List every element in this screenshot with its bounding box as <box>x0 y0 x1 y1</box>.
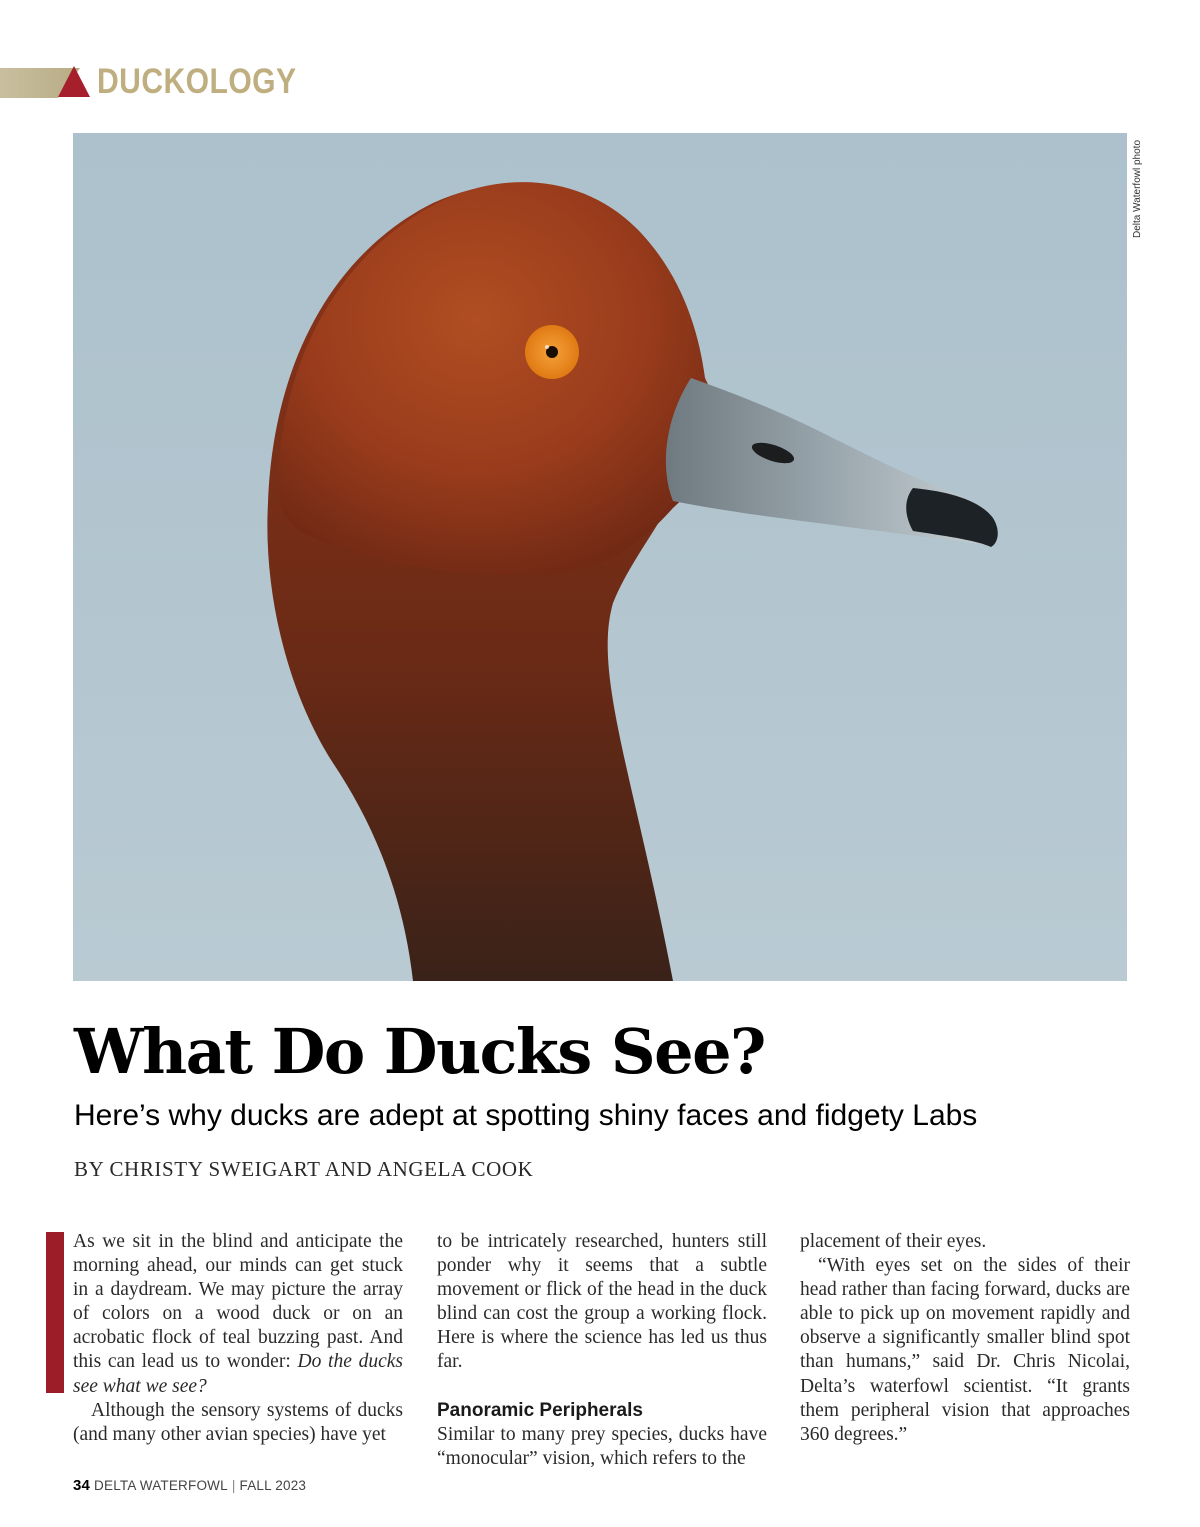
headline: What Do Ducks See? <box>74 1015 765 1088</box>
paragraph-3: to be intricately researched, hunters still ponder why it seems that a subtle movement or flick of the head in the duck blind can cost the group a working flock. Here is where the science has led us thus far. <box>437 1231 767 1373</box>
page-number: 34 <box>73 1477 91 1494</box>
paragraph-5: placement of their eyes. <box>800 1231 987 1252</box>
dek: Here’s why ducks are adept at spotting shiny faces and fidgety Labs <box>74 1099 978 1132</box>
column-3 <box>800 1230 1130 1447</box>
section-triangle-icon <box>58 66 90 97</box>
photo-credit: Delta Waterfowl photo <box>1132 139 1143 238</box>
paragraph-1 <box>73 1230 403 1399</box>
paragraph-6: “With eyes set on the sides of their head rather than facing forward, ducks are able to pick up on movement rapidly and observe a significantly smaller blind spot than humans,” said Dr. Chris Nicolai, Delta’s waterfowl scientist. “It grants them peripheral vision that approaches 360 degrees.” <box>800 1255 1130 1445</box>
column-1 <box>73 1230 403 1447</box>
duck-photo <box>73 133 1127 981</box>
publication-name: DELTA WATERFOWL <box>94 1478 228 1493</box>
paragraph-4: Similar to many prey species, ducks have “monocular” vision, which refers to the <box>437 1423 767 1469</box>
section-label: DUCKOLOGY <box>97 62 297 101</box>
byline: BY CHRISTY SWEIGART AND ANGELA COOK <box>74 1157 534 1181</box>
issue-name: FALL 2023 <box>239 1478 307 1493</box>
subhead: Panoramic Peripherals <box>437 1399 643 1421</box>
folio <box>73 1477 306 1494</box>
paragraph-1-text: As we sit in the blind and anticipate the morning ahead, our minds can get stuck in a daydream. We may picture the array of colors on a wood duck or on an acrobatic flock of teal buzzing past. And this can lead us to wonder: <box>73 1231 403 1373</box>
column-2 <box>437 1230 767 1471</box>
drop-bar <box>46 1232 64 1393</box>
folio-separator: | <box>231 1478 236 1493</box>
paragraph-2: Although the sensory systems of ducks (and many other avian species) have yet <box>73 1399 403 1445</box>
paragraph-1-emphasis: Do the ducks see what we see? <box>73 1351 403 1397</box>
